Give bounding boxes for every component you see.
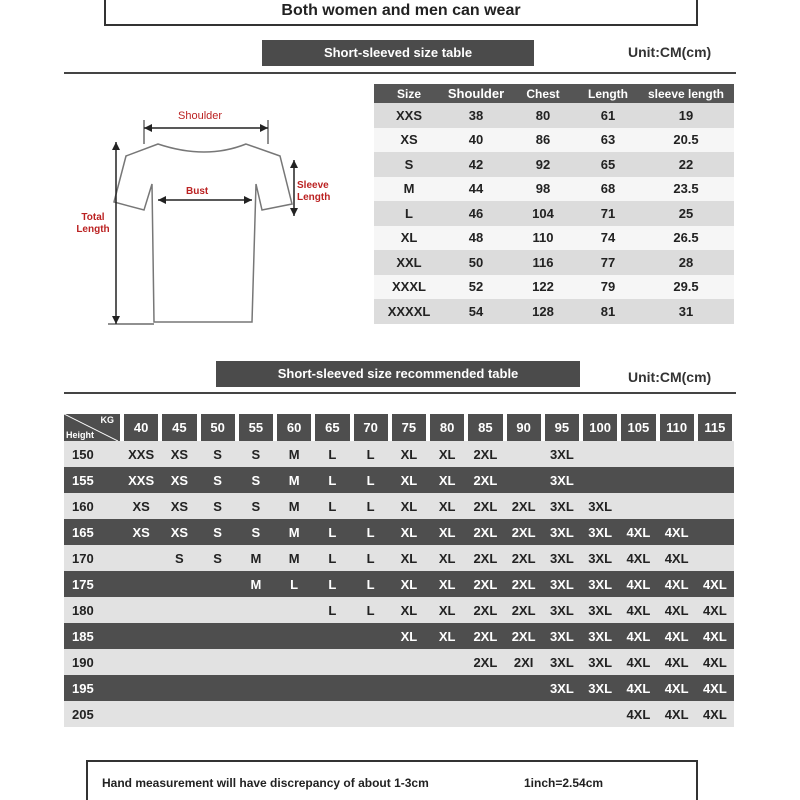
size-cell: XXXXL [374,299,444,324]
recommended-size-cell: 2XL [466,597,504,623]
height-label: 180 [64,597,122,623]
height-label: 160 [64,493,122,519]
recommended-size-cell: L [313,597,351,623]
size-cell: 23.5 [638,177,734,202]
size-row [374,201,734,226]
recommended-size-cell [122,623,160,649]
recommended-size-cell [122,545,160,571]
recommended-size-cell [122,675,160,701]
size-cell: 71 [578,201,638,226]
recommended-size-cell [696,493,734,519]
size-cell: 80 [508,103,578,128]
recommended-size-cell [581,467,619,493]
recommended-size-cell [275,675,313,701]
weight-header: 110 [658,414,696,441]
recommended-size-cell: 4XL [619,623,657,649]
weight-header: 90 [505,414,543,441]
recommended-size-cell: L [313,519,351,545]
recommended-size-cell: 2XL [466,519,504,545]
size-cell: 25 [638,201,734,226]
recommended-size-cell [122,701,160,727]
recommended-size-cell [390,701,428,727]
recommended-size-cell: L [313,441,351,467]
recommended-size-cell: 4XL [696,571,734,597]
size-cell: 48 [444,226,508,251]
recommended-size-cell: XL [390,623,428,649]
recommended-size-cell [352,623,390,649]
size-cell: 31 [638,299,734,324]
size-cell: 46 [444,201,508,226]
size-cell: 74 [578,226,638,251]
recommended-size-cell [619,493,657,519]
header-sleeve-length: sleeve length [638,84,734,103]
size-table-unit: Unit:CM(cm) [628,44,712,60]
recommended-size-cell: 2XL [505,545,543,571]
recommended-size-cell: L [352,519,390,545]
recommended-size-cell: 2XL [466,649,504,675]
recommended-size-cell [237,675,275,701]
corner-kg-label: KG [100,415,114,425]
recommended-size-cell: 3XL [581,519,619,545]
recommended-size-cell: L [275,571,313,597]
recommended-size-cell: S [199,441,237,467]
page-title: Both women and men can wear [104,0,698,26]
size-row [374,275,734,300]
header-chest: Chest [508,84,578,103]
weight-header: 75 [390,414,428,441]
size-cell: XXXL [374,275,444,300]
recommended-size-cell [199,701,237,727]
recommended-size-cell [352,701,390,727]
height-row [64,701,734,727]
recommended-size-cell [505,441,543,467]
recommended-size-cell: XS [160,519,198,545]
recommended-size-cell: L [313,545,351,571]
size-cell: 63 [578,128,638,153]
recommended-size-cell: 2XL [466,623,504,649]
shoulder-label: Shoulder [178,110,223,122]
recommended-size-cell: S [199,493,237,519]
recommended-size-cell [390,649,428,675]
recommended-size-cell [428,701,466,727]
size-cell: 92 [508,152,578,177]
recommended-size-cell: 3XL [581,545,619,571]
recommended-size-cell [313,675,351,701]
recommended-size-cell: 3XL [543,675,581,701]
recommended-size-cell [275,623,313,649]
measurement-note: Hand measurement will have discrepancy of about 1-3cm [102,776,429,790]
recommended-size-cell [466,701,504,727]
recommended-size-cell: 4XL [619,597,657,623]
height-row [64,519,734,545]
size-cell: XXL [374,250,444,275]
recommended-size-cell: S [160,545,198,571]
height-label: 170 [64,545,122,571]
recommended-size-cell: XL [390,571,428,597]
recommended-size-cell: 2XL [505,493,543,519]
recommended-table-banner: Short-sleeved size recommended table [216,361,580,387]
recommended-size-cell [199,649,237,675]
recommended-size-cell: XL [428,597,466,623]
recommended-size-cell [160,571,198,597]
recommended-size-cell: 3XL [581,649,619,675]
recommended-size-cell: XL [390,467,428,493]
recommended-size-cell [466,675,504,701]
recommended-size-cell: 3XL [543,545,581,571]
recommended-size-cell: M [275,493,313,519]
recommended-size-cell [658,441,696,467]
recommended-size-cell: 3XL [581,571,619,597]
size-row [374,299,734,324]
size-cell: 122 [508,275,578,300]
height-label: 195 [64,675,122,701]
size-cell: 22 [638,152,734,177]
height-row [64,493,734,519]
weight-header: 115 [696,414,734,441]
recommended-size-cell: 3XL [543,467,581,493]
recommended-table-unit: Unit:CM(cm) [628,369,712,385]
sleeve-length-label: Sleeve Length [297,180,331,203]
recommended-size-cell: 2XL [466,467,504,493]
recommended-size-cell: XS [160,467,198,493]
weight-header: 70 [352,414,390,441]
height-row [64,467,734,493]
size-cell: 20.5 [638,128,734,153]
recommended-size-cell: M [275,467,313,493]
corner-height-label: Height [66,430,94,440]
recommended-size-cell [160,649,198,675]
recommended-size-cell: 4XL [619,571,657,597]
size-cell: 19 [638,103,734,128]
recommended-size-cell: L [352,441,390,467]
recommended-size-cell: 3XL [581,675,619,701]
size-row [374,250,734,275]
size-cell: 28 [638,250,734,275]
weight-header: 65 [313,414,351,441]
height-row [64,597,734,623]
recommended-size-cell: 4XL [658,701,696,727]
tshirt-outline [114,144,292,322]
bust-label: Bust [186,186,209,197]
header-shoulder: Shoulder [444,84,508,103]
size-cell: M [374,177,444,202]
recommended-size-cell: 4XL [696,597,734,623]
recommended-size-cell: 3XL [543,493,581,519]
recommended-size-cell [428,649,466,675]
height-label: 205 [64,701,122,727]
size-cell: 86 [508,128,578,153]
recommended-size-cell: 4XL [696,623,734,649]
recommended-size-cell: XL [390,597,428,623]
recommended-size-cell: XXS [122,441,160,467]
size-cell: 116 [508,250,578,275]
recommended-size-cell: 4XL [619,649,657,675]
recommended-size-cell [237,649,275,675]
recommended-size-cell [428,675,466,701]
weight-header: 85 [466,414,504,441]
recommended-size-cell: M [275,519,313,545]
recommended-size-cell [237,597,275,623]
inch-conversion: 1inch=2.54cm [524,776,604,790]
size-cell: 38 [444,103,508,128]
recommended-size-cell [352,649,390,675]
recommended-size-cell: 3XL [543,623,581,649]
recommended-size-cell [122,597,160,623]
weight-header: 80 [428,414,466,441]
height-label: 155 [64,467,122,493]
recommended-size-cell: 2XL [505,623,543,649]
size-cell: S [374,152,444,177]
height-row [64,571,734,597]
size-row [374,128,734,153]
size-cell: 40 [444,128,508,153]
recommended-size-cell: XL [428,623,466,649]
recommended-size-cell: M [237,545,275,571]
size-cell: 44 [444,177,508,202]
size-cell: 54 [444,299,508,324]
size-cell: 104 [508,201,578,226]
size-row [374,226,734,251]
recommended-size-cell: S [237,519,275,545]
recommended-size-cell: XS [122,519,160,545]
recommended-size-cell: XL [390,545,428,571]
recommended-size-cell [275,701,313,727]
weight-header: 55 [237,414,275,441]
header-length: Length [578,84,638,103]
recommended-size-cell: S [199,519,237,545]
size-cell: 79 [578,275,638,300]
recommended-size-cell: 2XL [505,571,543,597]
recommended-size-cell: 4XL [619,545,657,571]
recommended-size-cell [696,519,734,545]
size-cell: 77 [578,250,638,275]
size-cell: 98 [508,177,578,202]
height-label: 175 [64,571,122,597]
size-cell: 61 [578,103,638,128]
height-row [64,623,734,649]
recommended-size-cell: XL [428,571,466,597]
weight-header: 45 [160,414,198,441]
recommended-size-cell: XS [122,493,160,519]
recommended-size-cell: 3XL [581,597,619,623]
recommended-size-cell: XXS [122,467,160,493]
recommended-size-cell [581,701,619,727]
recommended-size-cell [122,649,160,675]
recommended-size-cell: 4XL [658,545,696,571]
size-cell: 110 [508,226,578,251]
recommended-size-cell: XL [428,441,466,467]
recommended-size-cell [275,649,313,675]
table-corner [64,414,122,441]
recommended-size-cell: S [237,467,275,493]
height-row [64,675,734,701]
divider [64,72,736,74]
size-cell: 42 [444,152,508,177]
recommended-size-cell: 4XL [658,519,696,545]
recommended-size-cell: 3XL [543,649,581,675]
height-row [64,649,734,675]
size-row [374,103,734,128]
recommended-size-cell [696,441,734,467]
recommended-size-cell: 4XL [696,675,734,701]
recommended-size-cell: 2XL [505,519,543,545]
recommended-size-cell: XL [390,493,428,519]
recommended-size-cell: 4XL [619,519,657,545]
recommended-size-cell [352,675,390,701]
recommended-size-cell: XL [428,493,466,519]
recommended-size-cell: XL [428,519,466,545]
recommended-size-cell [390,675,428,701]
size-cell: XS [374,128,444,153]
size-table-banner: Short-sleeved size table [262,40,534,66]
height-row [64,441,734,467]
size-cell: 81 [578,299,638,324]
height-label: 185 [64,623,122,649]
recommended-size-cell: M [237,571,275,597]
recommended-size-cell: M [275,441,313,467]
size-cell: 52 [444,275,508,300]
weight-header: 40 [122,414,160,441]
recommended-size-cell: 2XL [466,493,504,519]
size-row [374,152,734,177]
recommended-size-cell: 4XL [619,701,657,727]
recommended-size-cell: 4XL [658,675,696,701]
weight-header: 50 [199,414,237,441]
recommended-size-cell [313,649,351,675]
weight-header: 60 [275,414,313,441]
recommended-size-cell: XL [428,545,466,571]
recommended-size-cell [313,623,351,649]
recommended-size-cell: 2XL [505,597,543,623]
weight-header: 95 [543,414,581,441]
recommended-size-cell: 3XL [543,519,581,545]
recommended-size-cell [505,675,543,701]
size-cell: 29.5 [638,275,734,300]
recommended-size-cell [581,441,619,467]
recommended-table [64,414,736,727]
recommended-size-cell [160,597,198,623]
height-label: 190 [64,649,122,675]
recommended-size-cell [275,597,313,623]
height-row [64,545,734,571]
recommended-size-cell [122,571,160,597]
recommended-size-cell: 4XL [696,701,734,727]
recommended-size-cell [199,597,237,623]
recommended-size-cell [160,675,198,701]
recommended-size-cell [658,493,696,519]
recommended-size-cell [696,467,734,493]
recommended-size-cell: S [199,545,237,571]
recommended-size-cell: L [313,571,351,597]
recommended-size-cell: S [199,467,237,493]
size-row [374,177,734,202]
recommended-size-cell: XL [390,519,428,545]
recommended-size-cell: L [313,467,351,493]
recommended-size-cell: L [352,545,390,571]
recommended-size-cell: 2XI [505,649,543,675]
size-cell: 65 [578,152,638,177]
size-cell: 50 [444,250,508,275]
recommended-size-cell: L [352,467,390,493]
size-table [374,84,734,324]
weight-header: 105 [619,414,657,441]
size-cell: 26.5 [638,226,734,251]
recommended-size-cell [543,701,581,727]
recommended-size-cell [199,675,237,701]
height-label: 165 [64,519,122,545]
recommended-size-cell [199,623,237,649]
recommended-size-cell: S [237,441,275,467]
recommended-size-cell [505,467,543,493]
size-cell: L [374,201,444,226]
divider [64,392,736,394]
recommended-size-cell: 4XL [658,623,696,649]
size-cell: 68 [578,177,638,202]
recommended-size-cell: 4XL [658,571,696,597]
recommended-size-cell [658,467,696,493]
recommended-size-cell [619,441,657,467]
recommended-size-cell: XL [428,467,466,493]
recommended-size-cell: S [237,493,275,519]
recommended-size-cell [199,571,237,597]
recommended-size-cell: 3XL [543,441,581,467]
recommended-size-cell: XS [160,493,198,519]
recommended-size-cell: 4XL [658,597,696,623]
recommended-size-cell [619,467,657,493]
footer-note-box [86,760,698,800]
recommended-size-cell: 4XL [696,649,734,675]
size-cell: XXS [374,103,444,128]
recommended-size-cell: 2XL [466,545,504,571]
recommended-size-cell: L [352,493,390,519]
recommended-size-cell [237,701,275,727]
recommended-size-cell: 3XL [543,571,581,597]
recommended-size-cell: 3XL [543,597,581,623]
recommended-size-cell: L [313,493,351,519]
weight-header: 100 [581,414,619,441]
recommended-size-cell [237,623,275,649]
recommended-size-cell: XL [390,441,428,467]
recommended-size-cell: XS [160,441,198,467]
recommended-size-cell: 2XL [466,441,504,467]
recommended-size-cell [160,623,198,649]
recommended-size-cell [160,701,198,727]
recommended-size-cell [313,701,351,727]
recommended-size-cell: 2XL [466,571,504,597]
total-length-label: Total Length [76,212,110,235]
size-cell: 128 [508,299,578,324]
recommended-size-cell [505,701,543,727]
recommended-size-cell: L [352,597,390,623]
height-label: 150 [64,441,122,467]
recommended-size-cell: 3XL [581,493,619,519]
recommended-size-cell: M [275,545,313,571]
header-size: Size [374,84,444,103]
recommended-size-cell: L [352,571,390,597]
size-cell: XL [374,226,444,251]
recommended-size-cell: 4XL [619,675,657,701]
recommended-size-cell: 3XL [581,623,619,649]
recommended-size-cell [696,545,734,571]
recommended-size-cell: 4XL [658,649,696,675]
